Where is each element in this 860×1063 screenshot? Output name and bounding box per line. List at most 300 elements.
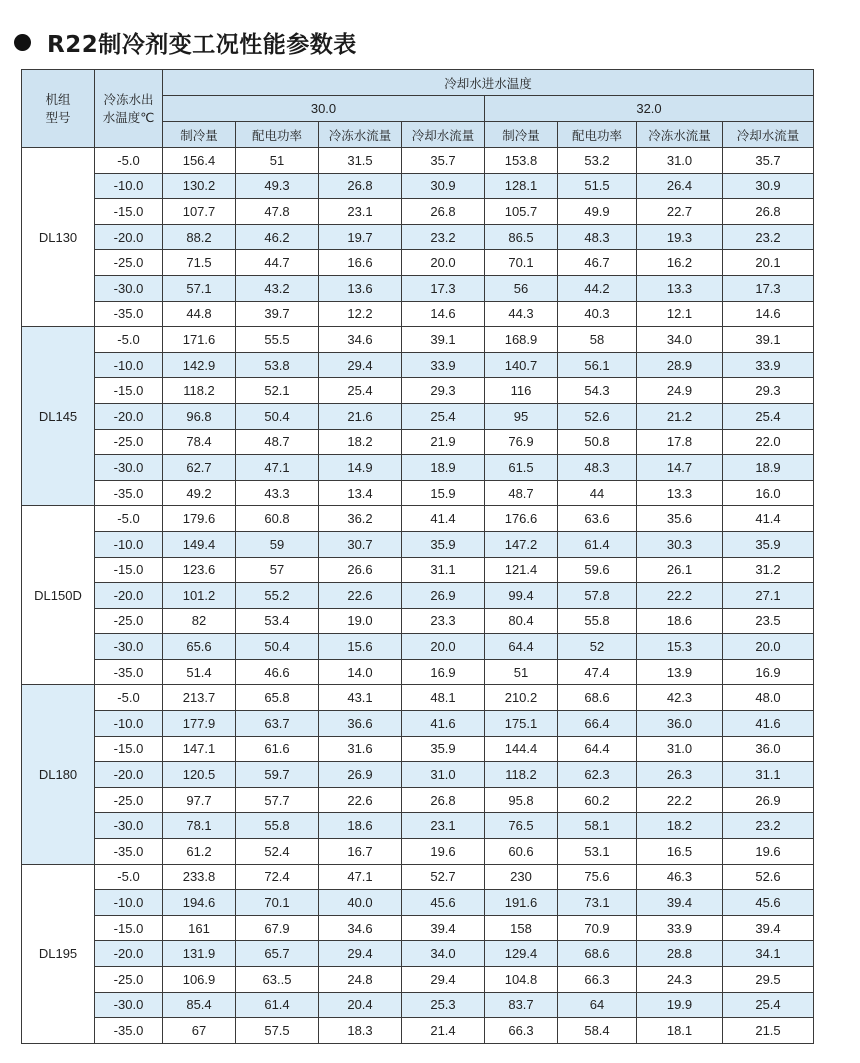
- header-metric: 冷却水流量: [402, 122, 485, 148]
- performance-table: [21, 69, 814, 1044]
- value-cell: 73.1: [558, 890, 637, 916]
- value-cell: 61.4: [236, 992, 319, 1018]
- table-row: [22, 429, 814, 455]
- value-cell: 82: [163, 608, 236, 634]
- value-cell: 76.5: [485, 813, 558, 839]
- value-cell: 106.9: [163, 967, 236, 993]
- value-cell: 29.3: [402, 378, 485, 404]
- value-cell: 156.4: [163, 148, 236, 174]
- value-cell: 48.1: [402, 685, 485, 711]
- chilled-temp-cell: -30.0: [95, 455, 163, 481]
- value-cell: 27.1: [723, 583, 814, 609]
- value-cell: 18.9: [723, 455, 814, 481]
- value-cell: 15.3: [637, 634, 723, 660]
- chilled-temp-cell: -10.0: [95, 531, 163, 557]
- value-cell: 17.8: [637, 429, 723, 455]
- value-cell: 26.8: [319, 173, 402, 199]
- value-cell: 175.1: [485, 711, 558, 737]
- value-cell: 44.7: [236, 250, 319, 276]
- value-cell: 13.4: [319, 480, 402, 506]
- table-row: [22, 736, 814, 762]
- table-row: [22, 634, 814, 660]
- value-cell: 13.9: [637, 659, 723, 685]
- table-row: [22, 685, 814, 711]
- value-cell: 23.5: [723, 608, 814, 634]
- header-metric: 冷冻水流量: [637, 122, 723, 148]
- value-cell: 57.5: [236, 1018, 319, 1044]
- value-cell: 46.3: [637, 864, 723, 890]
- value-cell: 43.3: [236, 480, 319, 506]
- value-cell: 13.3: [637, 480, 723, 506]
- value-cell: 57.1: [163, 275, 236, 301]
- table-row: [22, 275, 814, 301]
- value-cell: 57: [236, 557, 319, 583]
- table-row: [22, 787, 814, 813]
- value-cell: 70.9: [558, 915, 637, 941]
- value-cell: 18.3: [319, 1018, 402, 1044]
- value-cell: 29.4: [402, 967, 485, 993]
- value-cell: 68.6: [558, 685, 637, 711]
- table-row: [22, 608, 814, 634]
- value-cell: 35.7: [723, 148, 814, 174]
- chilled-temp-cell: -35.0: [95, 1018, 163, 1044]
- value-cell: 12.2: [319, 301, 402, 327]
- value-cell: 14.0: [319, 659, 402, 685]
- value-cell: 61.4: [558, 531, 637, 557]
- value-cell: 23.2: [402, 224, 485, 250]
- value-cell: 62.7: [163, 455, 236, 481]
- value-cell: 45.6: [402, 890, 485, 916]
- value-cell: 23.1: [319, 199, 402, 225]
- value-cell: 13.3: [637, 275, 723, 301]
- chilled-temp-cell: -25.0: [95, 608, 163, 634]
- table-row: [22, 941, 814, 967]
- value-cell: 71.5: [163, 250, 236, 276]
- value-cell: 177.9: [163, 711, 236, 737]
- page-title: R22制冷剂变工况性能参数表: [47, 31, 357, 58]
- table-row: [22, 224, 814, 250]
- value-cell: 72.4: [236, 864, 319, 890]
- value-cell: 29.3: [723, 378, 814, 404]
- value-cell: 120.5: [163, 762, 236, 788]
- value-cell: 61.5: [485, 455, 558, 481]
- chilled-temp-cell: -25.0: [95, 250, 163, 276]
- value-cell: 58: [558, 327, 637, 353]
- value-cell: 31.0: [402, 762, 485, 788]
- value-cell: 161: [163, 915, 236, 941]
- value-cell: 35.9: [402, 736, 485, 762]
- value-cell: 20.4: [319, 992, 402, 1018]
- value-cell: 97.7: [163, 787, 236, 813]
- value-cell: 26.8: [402, 199, 485, 225]
- value-cell: 18.1: [637, 1018, 723, 1044]
- value-cell: 40.0: [319, 890, 402, 916]
- header-metric: 制冷量: [485, 122, 558, 148]
- value-cell: 213.7: [163, 685, 236, 711]
- value-cell: 26.8: [723, 199, 814, 225]
- value-cell: 39.7: [236, 301, 319, 327]
- value-cell: 57.7: [236, 787, 319, 813]
- value-cell: 60.8: [236, 506, 319, 532]
- value-cell: 48.3: [558, 224, 637, 250]
- value-cell: 50.8: [558, 429, 637, 455]
- value-cell: 56: [485, 275, 558, 301]
- value-cell: 26.6: [319, 557, 402, 583]
- value-cell: 34.0: [637, 327, 723, 353]
- value-cell: 131.9: [163, 941, 236, 967]
- value-cell: 65.7: [236, 941, 319, 967]
- value-cell: 16.9: [402, 659, 485, 685]
- value-cell: 49.3: [236, 173, 319, 199]
- table-row: [22, 301, 814, 327]
- chilled-temp-cell: -5.0: [95, 148, 163, 174]
- value-cell: 41.4: [723, 506, 814, 532]
- value-cell: 53.4: [236, 608, 319, 634]
- chilled-temp-cell: -20.0: [95, 762, 163, 788]
- value-cell: 21.9: [402, 429, 485, 455]
- model-cell: DL145: [22, 327, 95, 506]
- value-cell: 39.4: [637, 890, 723, 916]
- table-row: [22, 813, 814, 839]
- model-cell: DL150D: [22, 506, 95, 685]
- value-cell: 116: [485, 378, 558, 404]
- value-cell: 48.7: [485, 480, 558, 506]
- chilled-temp-cell: -20.0: [95, 583, 163, 609]
- value-cell: 31.0: [637, 736, 723, 762]
- chilled-temp-cell: -30.0: [95, 275, 163, 301]
- value-cell: 31.5: [319, 148, 402, 174]
- value-cell: 46.2: [236, 224, 319, 250]
- value-cell: 65.6: [163, 634, 236, 660]
- value-cell: 39.1: [402, 327, 485, 353]
- value-cell: 18.6: [319, 813, 402, 839]
- value-cell: 24.8: [319, 967, 402, 993]
- value-cell: 36.0: [723, 736, 814, 762]
- table-row: [22, 864, 814, 890]
- value-cell: 51.5: [558, 173, 637, 199]
- value-cell: 39.1: [723, 327, 814, 353]
- chilled-temp-cell: -5.0: [95, 864, 163, 890]
- table-row: [22, 199, 814, 225]
- table-row: [22, 480, 814, 506]
- value-cell: 194.6: [163, 890, 236, 916]
- value-cell: 99.4: [485, 583, 558, 609]
- value-cell: 14.6: [402, 301, 485, 327]
- value-cell: 176.6: [485, 506, 558, 532]
- table-row: [22, 378, 814, 404]
- table-row: [22, 711, 814, 737]
- value-cell: 47.4: [558, 659, 637, 685]
- value-cell: 24.9: [637, 378, 723, 404]
- table-row: [22, 659, 814, 685]
- value-cell: 15.6: [319, 634, 402, 660]
- value-cell: 36.6: [319, 711, 402, 737]
- bullet-icon: [14, 34, 31, 51]
- value-cell: 33.9: [637, 915, 723, 941]
- value-cell: 123.6: [163, 557, 236, 583]
- value-cell: 25.4: [723, 992, 814, 1018]
- value-cell: 30.7: [319, 531, 402, 557]
- value-cell: 14.7: [637, 455, 723, 481]
- value-cell: 50.4: [236, 634, 319, 660]
- model-cell: DL130: [22, 148, 95, 327]
- value-cell: 96.8: [163, 403, 236, 429]
- table-row: [22, 762, 814, 788]
- table-row: [22, 506, 814, 532]
- value-cell: 17.3: [723, 275, 814, 301]
- chilled-temp-cell: -5.0: [95, 327, 163, 353]
- value-cell: 34.6: [319, 327, 402, 353]
- value-cell: 49.9: [558, 199, 637, 225]
- value-cell: 107.7: [163, 199, 236, 225]
- value-cell: 118.2: [163, 378, 236, 404]
- value-cell: 53.8: [236, 352, 319, 378]
- header-chilled-temp: [95, 70, 163, 148]
- value-cell: 61.6: [236, 736, 319, 762]
- value-cell: 22.6: [319, 583, 402, 609]
- value-cell: 61.2: [163, 839, 236, 865]
- chilled-temp-cell: -25.0: [95, 787, 163, 813]
- value-cell: 19.6: [402, 839, 485, 865]
- value-cell: 36.0: [637, 711, 723, 737]
- value-cell: 21.2: [637, 403, 723, 429]
- value-cell: 25.4: [402, 403, 485, 429]
- value-cell: 85.4: [163, 992, 236, 1018]
- value-cell: 22.7: [637, 199, 723, 225]
- value-cell: 20.0: [723, 634, 814, 660]
- value-cell: 171.6: [163, 327, 236, 353]
- table-row: [22, 455, 814, 481]
- value-cell: 16.6: [319, 250, 402, 276]
- chilled-temp-cell: -35.0: [95, 480, 163, 506]
- value-cell: 68.6: [558, 941, 637, 967]
- value-cell: 63.6: [558, 506, 637, 532]
- header-cond-temp-30: 30.0: [163, 96, 485, 122]
- value-cell: 22.2: [637, 583, 723, 609]
- value-cell: 31.2: [723, 557, 814, 583]
- value-cell: 47.8: [236, 199, 319, 225]
- table-row: [22, 250, 814, 276]
- value-cell: 16.0: [723, 480, 814, 506]
- value-cell: 67: [163, 1018, 236, 1044]
- value-cell: 26.4: [637, 173, 723, 199]
- value-cell: 60.2: [558, 787, 637, 813]
- value-cell: 153.8: [485, 148, 558, 174]
- value-cell: 130.2: [163, 173, 236, 199]
- value-cell: 179.6: [163, 506, 236, 532]
- value-cell: 29.4: [319, 352, 402, 378]
- header-metric: 制冷量: [163, 122, 236, 148]
- value-cell: 31.1: [723, 762, 814, 788]
- value-cell: 121.4: [485, 557, 558, 583]
- value-cell: 18.2: [319, 429, 402, 455]
- value-cell: 44: [558, 480, 637, 506]
- value-cell: 26.1: [637, 557, 723, 583]
- value-cell: 28.8: [637, 941, 723, 967]
- value-cell: 26.3: [637, 762, 723, 788]
- value-cell: 21.6: [319, 403, 402, 429]
- chilled-temp-cell: -25.0: [95, 967, 163, 993]
- value-cell: 70.1: [236, 890, 319, 916]
- model-cell: DL180: [22, 685, 95, 864]
- value-cell: 59.7: [236, 762, 319, 788]
- value-cell: 233.8: [163, 864, 236, 890]
- header-metric: 冷却水流量: [723, 122, 814, 148]
- model-cell: DL195: [22, 864, 95, 1043]
- value-cell: 66.4: [558, 711, 637, 737]
- value-cell: 65.8: [236, 685, 319, 711]
- value-cell: 76.9: [485, 429, 558, 455]
- value-cell: 44.8: [163, 301, 236, 327]
- table-row: [22, 531, 814, 557]
- header-metric: 配电功率: [236, 122, 319, 148]
- title-row: [14, 26, 357, 58]
- header-metric: 配电功率: [558, 122, 637, 148]
- value-cell: 16.5: [637, 839, 723, 865]
- value-cell: 48.3: [558, 455, 637, 481]
- value-cell: 104.8: [485, 967, 558, 993]
- value-cell: 35.7: [402, 148, 485, 174]
- chilled-temp-cell: -15.0: [95, 915, 163, 941]
- table-row: [22, 915, 814, 941]
- chilled-temp-cell: -10.0: [95, 173, 163, 199]
- value-cell: 41.4: [402, 506, 485, 532]
- value-cell: 140.7: [485, 352, 558, 378]
- value-cell: 67.9: [236, 915, 319, 941]
- value-cell: 19.9: [637, 992, 723, 1018]
- value-cell: 16.2: [637, 250, 723, 276]
- value-cell: 14.9: [319, 455, 402, 481]
- chilled-temp-cell: -20.0: [95, 224, 163, 250]
- value-cell: 55.8: [236, 813, 319, 839]
- value-cell: 64: [558, 992, 637, 1018]
- value-cell: 95.8: [485, 787, 558, 813]
- value-cell: 128.1: [485, 173, 558, 199]
- value-cell: 44.2: [558, 275, 637, 301]
- value-cell: 30.3: [637, 531, 723, 557]
- value-cell: 230: [485, 864, 558, 890]
- value-cell: 43.2: [236, 275, 319, 301]
- value-cell: 52.1: [236, 378, 319, 404]
- value-cell: 24.3: [637, 967, 723, 993]
- value-cell: 63.7: [236, 711, 319, 737]
- value-cell: 46.6: [236, 659, 319, 685]
- value-cell: 53.1: [558, 839, 637, 865]
- value-cell: 83.7: [485, 992, 558, 1018]
- value-cell: 35.9: [402, 531, 485, 557]
- value-cell: 55.8: [558, 608, 637, 634]
- header-model: [22, 70, 95, 148]
- table-row: [22, 352, 814, 378]
- chilled-temp-cell: -5.0: [95, 685, 163, 711]
- value-cell: 30.9: [723, 173, 814, 199]
- table-row: [22, 1018, 814, 1044]
- value-cell: 17.3: [402, 275, 485, 301]
- value-cell: 34.6: [319, 915, 402, 941]
- value-cell: 20.1: [723, 250, 814, 276]
- value-cell: 168.9: [485, 327, 558, 353]
- value-cell: 22.6: [319, 787, 402, 813]
- value-cell: 19.7: [319, 224, 402, 250]
- value-cell: 12.1: [637, 301, 723, 327]
- chilled-temp-cell: -15.0: [95, 557, 163, 583]
- value-cell: 30.9: [402, 173, 485, 199]
- value-cell: 55.5: [236, 327, 319, 353]
- value-cell: 56.1: [558, 352, 637, 378]
- chilled-temp-cell: -30.0: [95, 813, 163, 839]
- value-cell: 39.4: [723, 915, 814, 941]
- table-row: [22, 839, 814, 865]
- value-cell: 63..5: [236, 967, 319, 993]
- value-cell: 25.4: [723, 403, 814, 429]
- value-cell: 191.6: [485, 890, 558, 916]
- value-cell: 52.6: [723, 864, 814, 890]
- chilled-temp-cell: -35.0: [95, 659, 163, 685]
- value-cell: 43.1: [319, 685, 402, 711]
- chilled-temp-cell: -30.0: [95, 992, 163, 1018]
- value-cell: 26.9: [723, 787, 814, 813]
- value-cell: 21.4: [402, 1018, 485, 1044]
- value-cell: 33.9: [402, 352, 485, 378]
- header-cooling-water-temp: 冷却水进水温度: [163, 70, 814, 96]
- chilled-temp-cell: -30.0: [95, 634, 163, 660]
- value-cell: 64.4: [485, 634, 558, 660]
- value-cell: 25.4: [319, 378, 402, 404]
- chilled-temp-cell: -15.0: [95, 378, 163, 404]
- chilled-temp-cell: -35.0: [95, 301, 163, 327]
- value-cell: 50.4: [236, 403, 319, 429]
- value-cell: 15.9: [402, 480, 485, 506]
- value-cell: 147.2: [485, 531, 558, 557]
- value-cell: 88.2: [163, 224, 236, 250]
- value-cell: 18.6: [637, 608, 723, 634]
- value-cell: 57.8: [558, 583, 637, 609]
- value-cell: 36.2: [319, 506, 402, 532]
- value-cell: 19.3: [637, 224, 723, 250]
- value-cell: 25.3: [402, 992, 485, 1018]
- header-cond-temp-32: 32.0: [485, 96, 814, 122]
- value-cell: 26.8: [402, 787, 485, 813]
- value-cell: 95: [485, 403, 558, 429]
- value-cell: 33.9: [723, 352, 814, 378]
- value-cell: 66.3: [485, 1018, 558, 1044]
- value-cell: 62.3: [558, 762, 637, 788]
- value-cell: 55.2: [236, 583, 319, 609]
- value-cell: 147.1: [163, 736, 236, 762]
- value-cell: 66.3: [558, 967, 637, 993]
- value-cell: 29.4: [319, 941, 402, 967]
- value-cell: 18.2: [637, 813, 723, 839]
- value-cell: 21.5: [723, 1018, 814, 1044]
- value-cell: 101.2: [163, 583, 236, 609]
- value-cell: 142.9: [163, 352, 236, 378]
- table-row: [22, 327, 814, 353]
- value-cell: 52.6: [558, 403, 637, 429]
- value-cell: 22.0: [723, 429, 814, 455]
- table-row: [22, 967, 814, 993]
- value-cell: 41.6: [723, 711, 814, 737]
- table-row: [22, 890, 814, 916]
- value-cell: 45.6: [723, 890, 814, 916]
- header-model-label: 机组 型号: [45, 91, 71, 125]
- value-cell: 59.6: [558, 557, 637, 583]
- value-cell: 23.1: [402, 813, 485, 839]
- value-cell: 144.4: [485, 736, 558, 762]
- value-cell: 13.6: [319, 275, 402, 301]
- value-cell: 59: [236, 531, 319, 557]
- value-cell: 34.1: [723, 941, 814, 967]
- chilled-temp-cell: -10.0: [95, 890, 163, 916]
